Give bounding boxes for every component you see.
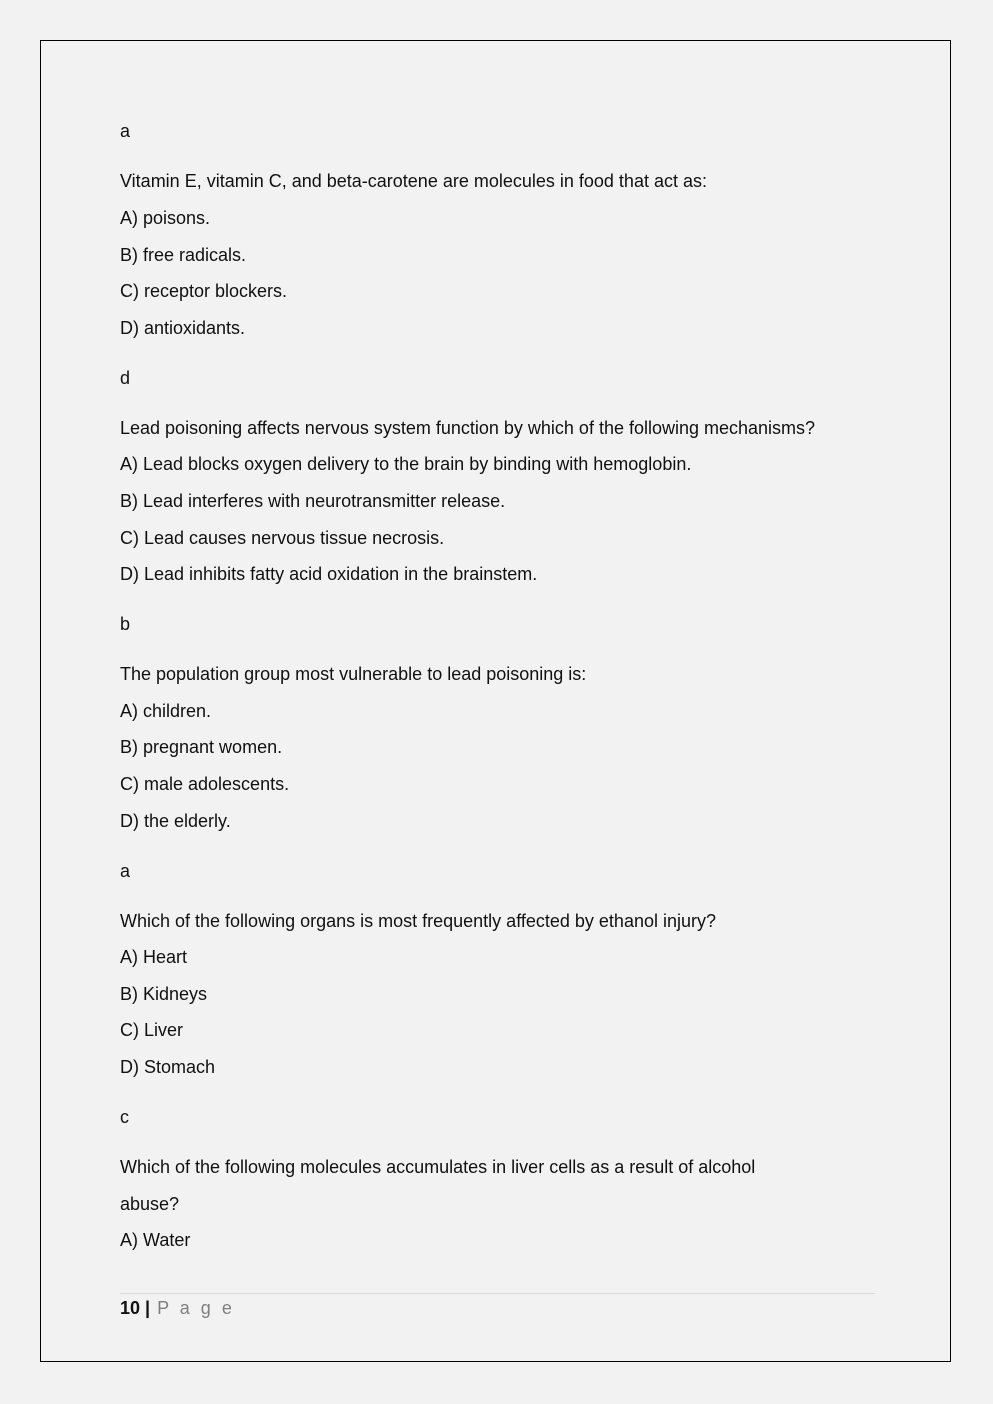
answer-option: B) free radicals. [120,245,247,265]
question-text-cont: abuse? [120,1194,180,1214]
page-number: 10 [120,1298,141,1318]
page-footer [120,1296,235,1320]
answer-key-line: a [120,121,131,141]
question-text: The population group most vulnerable to lead poisoning is: [120,664,587,684]
answer-option: D) antioxidants. [120,318,246,338]
answer-key-line: d [120,368,131,388]
footer-separator: | [145,1298,151,1318]
answer-option: A) Water [120,1230,191,1250]
answer-option: C) Lead causes nervous tissue necrosis. [120,528,445,548]
answer-option: D) Stomach [120,1057,216,1077]
footer-divider [120,1293,875,1294]
answer-option: A) Lead blocks oxygen delivery to the brain by binding with hemoglobin. [120,454,692,474]
question-text: Vitamin E, vitamin C, and beta-carotene are molecules in food that act as: [120,171,707,191]
answer-option: A) poisons. [120,208,211,228]
answer-option: B) pregnant women. [120,737,283,757]
answer-option: B) Lead interferes with neurotransmitter release. [120,491,506,511]
question-text: Which of the following organs is most frequently affected by ethanol injury? [120,911,716,931]
question-text: Lead poisoning affects nervous system function by which of the following mechanisms? [120,418,816,438]
page-label: P a g e [157,1298,235,1318]
answer-option: A) children. [120,701,212,721]
answer-option: C) male adolescents. [120,774,290,794]
answer-option: D) Lead inhibits fatty acid oxidation in the brainstem. [120,564,538,584]
answer-option: C) Liver [120,1020,184,1040]
answer-option: D) the elderly. [120,811,231,831]
answer-key-line: a [120,861,131,881]
answer-option: C) receptor blockers. [120,281,288,301]
answer-option: A) Heart [120,947,188,967]
question-text: Which of the following molecules accumulates in liver cells as a result of alcohol [120,1157,756,1177]
answer-key-line: c [120,1107,129,1127]
answer-option: B) Kidneys [120,984,208,1004]
answer-key-line: b [120,614,131,634]
